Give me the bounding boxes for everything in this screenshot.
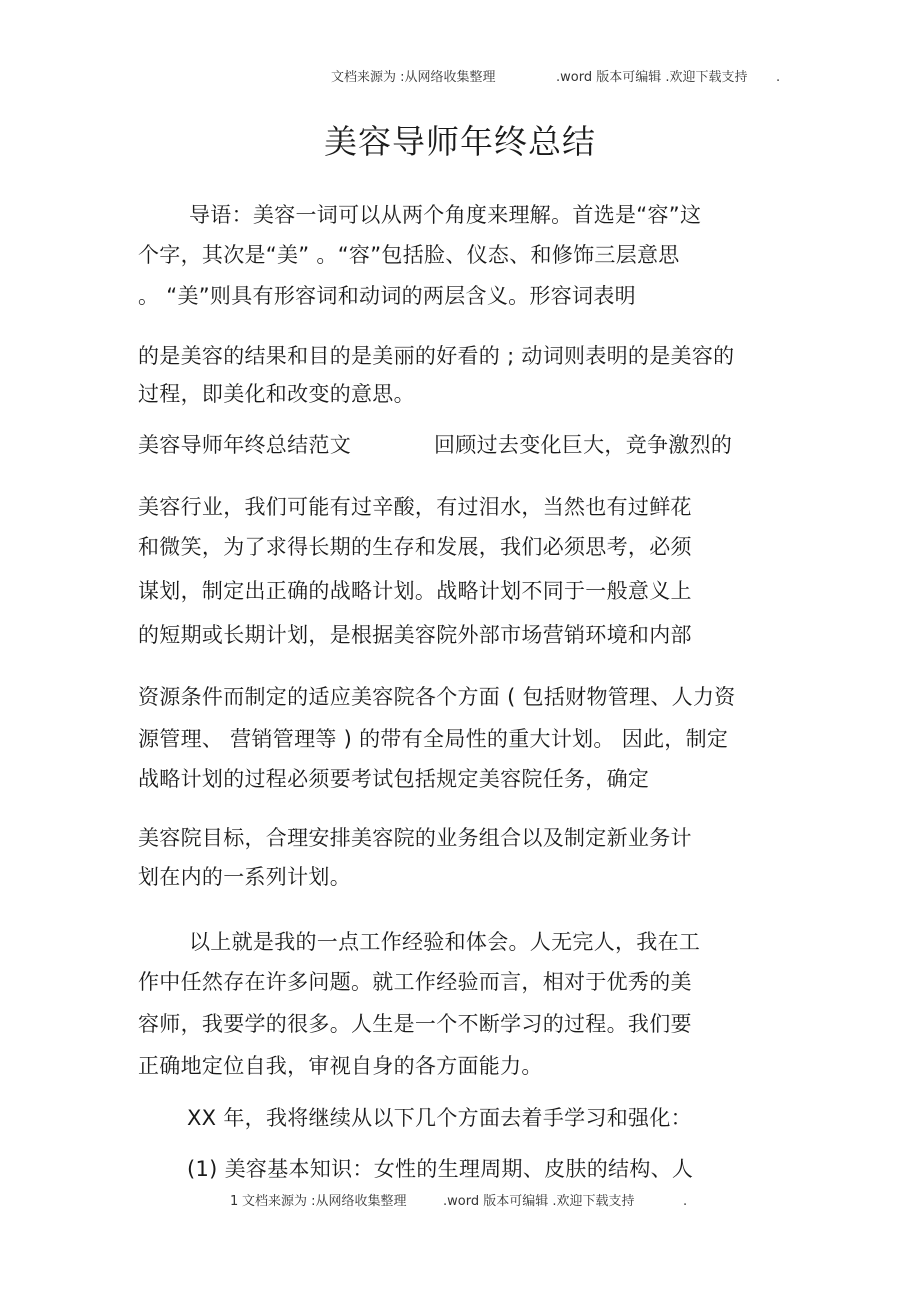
plan-item-1: (1) 美容基本知识：女性的生理周期、皮肤的结构、人 (187, 1157, 694, 1181)
footer-page-number: 1 (230, 1194, 239, 1209)
experience-line-4: 正确地定位自我，审视自身的各方面能力。 (138, 1054, 543, 1078)
intro-line-1: 导语：美容一词可以从两个角度来理解。首选是“容”这 (189, 203, 702, 227)
plan-intro: XX 年，我将继续从以下几个方面去着手学习和强化： (187, 1106, 692, 1130)
strategy-line-9: 划在内的一系列计划。 (138, 865, 351, 889)
header-dot: . (776, 70, 781, 85)
strategy-line-5: 资源条件而制定的适应美容院各个方面 ( 包括财物管理、人力资 (138, 685, 736, 709)
page-title: 美容导师年终总结 (324, 122, 596, 161)
sample-heading: 美容导师年终总结范文 (138, 433, 351, 457)
experience-line-1: 以上就是我的一点工作经验和体会。人无完人，我在工 (189, 930, 701, 954)
experience-line-2: 作中任然存在许多问题。就工作经验而言，相对于优秀的美 (138, 970, 692, 994)
strategy-line-6: 源管理、 营销管理等 ) 的带有全局性的重大计划。 因此，制定 (138, 727, 729, 751)
strategy-line-7: 战略计划的过程必须要考试包括规定美容院任务，确定 (138, 767, 650, 791)
strategy-line-4: 的短期或长期计划，是根据美容院外部市场营销环境和内部 (138, 623, 692, 647)
header-source: 文档来源为 :从网络收集整理 (331, 70, 496, 85)
intro-line-4: 的是美容的结果和目的是美丽的好看的 ; 动词则表明的是美容的 (138, 344, 735, 368)
footer-dot: . (683, 1194, 688, 1209)
strategy-line-1: 美容行业，我们可能有过辛酸，有过泪水，当然也有过鲜花 (138, 495, 692, 519)
strategy-line-3: 谋划，制定出正确的战略计划。战略计划不同于一般意义上 (138, 579, 692, 603)
experience-line-3: 容师，我要学的很多。人生是一个不断学习的过程。我们要 (138, 1012, 692, 1036)
intro-line-3: 。 “美”则具有形容词和动词的两层含义。形容词表明 (138, 284, 636, 308)
strategy-line-8: 美容院目标，合理安排美容院的业务组合以及制定新业务计 (138, 826, 692, 850)
header-editable: .word 版本可编辑 .欢迎下载支持 (556, 70, 748, 85)
footer-source: 文档来源为 :从网络收集整理 (242, 1194, 407, 1209)
sample-heading-rest: 回顾过去变化巨大，竞争激烈的 (434, 433, 733, 457)
strategy-line-2: 和微笑，为了求得长期的生存和发展，我们必须思考，必须 (138, 535, 692, 559)
footer-editable: .word 版本可编辑 .欢迎下载支持 (443, 1194, 635, 1209)
intro-line-5: 过程，即美化和改变的意思。 (138, 382, 415, 406)
intro-line-2: 个字，其次是“美” 。“容”包括脸、仪态、和修饰三层意思 (138, 243, 680, 267)
